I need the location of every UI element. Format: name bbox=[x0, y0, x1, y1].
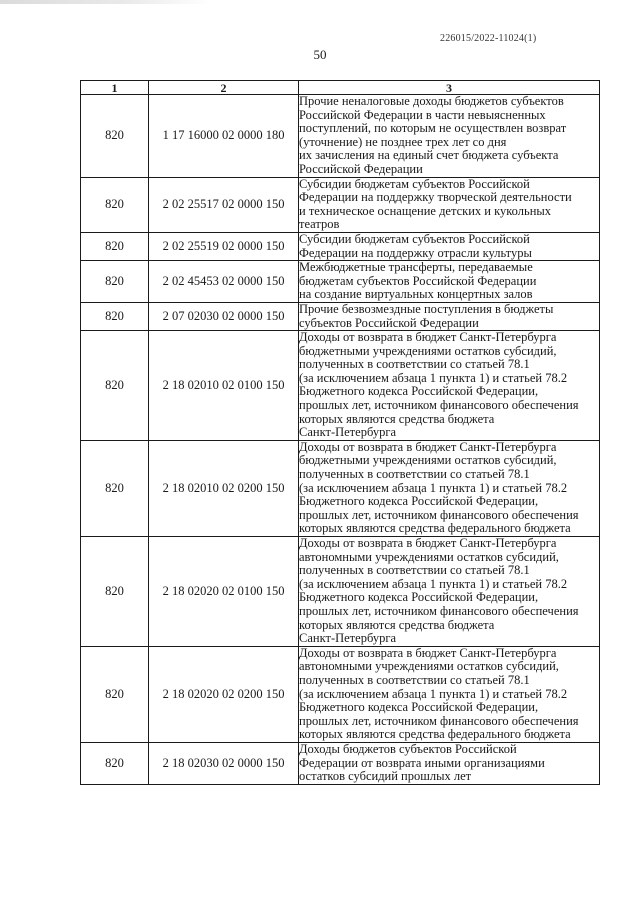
income-name-line: которых являются средства бюджета bbox=[299, 411, 495, 426]
income-name-line: Доходы от возврата в бюджет Санкт-Петербурга bbox=[299, 536, 557, 550]
admin-code-cell: 820 bbox=[81, 646, 149, 742]
budget-code-cell: 2 18 02010 02 0200 150 bbox=[149, 440, 299, 536]
budget-code-cell: 1 17 16000 02 0000 180 bbox=[149, 95, 299, 178]
page-number: 50 bbox=[313, 47, 327, 62]
admin-code-cell: 820 bbox=[81, 537, 149, 647]
income-name-line: автономными учреждениями остатков субсидий, bbox=[299, 659, 559, 674]
budget-code-cell: 2 18 02020 02 0100 150 bbox=[149, 537, 299, 647]
admin-code-cell: 820 bbox=[81, 440, 149, 536]
income-name-line: автономными учреждениями остатков субсидий, bbox=[299, 549, 559, 564]
income-name-line: Бюджетного кодекса Российской Федерации, bbox=[299, 590, 539, 605]
income-name-cell bbox=[299, 95, 600, 178]
income-name-line: Федерации на поддержку творческой деятельности bbox=[299, 190, 572, 205]
table-row bbox=[81, 95, 600, 178]
income-name-line: театров bbox=[299, 217, 340, 232]
admin-code-cell: 820 bbox=[81, 95, 149, 178]
admin-code-cell: 820 bbox=[81, 302, 149, 330]
income-name-line: бюджетными учреждениями остатков субсидий, bbox=[299, 453, 557, 468]
income-name-line: Доходы бюджетов субъектов Российской bbox=[299, 741, 517, 756]
income-name-line: (за исключением абзаца 1 пункта 1) и статьей 78.2 bbox=[299, 370, 568, 385]
admin-code-cell: 820 bbox=[81, 177, 149, 232]
income-name-line: полученных в соответствии со статьей 78.1 bbox=[299, 563, 530, 578]
income-name-line: Санкт-Петербурга bbox=[299, 631, 397, 646]
income-name-line: Бюджетного кодекса Российской Федерации, bbox=[299, 494, 539, 509]
income-name-line: (за исключением абзаца 1 пункта 1) и статьей 78.2 bbox=[299, 576, 568, 591]
income-name-line: Российской Федерации bbox=[299, 161, 423, 176]
budget-code-cell: 2 02 45453 02 0000 150 bbox=[149, 261, 299, 303]
column-header-2: 2 bbox=[149, 81, 299, 95]
income-name-cell bbox=[299, 261, 600, 303]
table-header-row bbox=[81, 81, 600, 95]
income-name-line: Прочие безвозмездные поступления в бюджеты bbox=[299, 301, 554, 316]
income-name-line: прошлых лет, источником финансового обеспечения bbox=[299, 398, 579, 413]
income-name-line: прошлых лет, источником финансового обеспечения bbox=[299, 603, 579, 618]
scan-artifact bbox=[0, 0, 210, 4]
income-name-cell bbox=[299, 232, 600, 260]
income-name-line: Федерации на поддержку отрасли культуры bbox=[299, 245, 532, 260]
income-name-line: Бюджетного кодекса Российской Федерации, bbox=[299, 384, 539, 399]
table-row bbox=[81, 261, 600, 303]
column-header-1: 1 bbox=[81, 81, 149, 95]
income-name-line: полученных в соответствии со статьей 78.1 bbox=[299, 672, 530, 687]
admin-code-cell: 820 bbox=[81, 331, 149, 441]
income-name-line: Бюджетного кодекса Российской Федерации, bbox=[299, 700, 539, 715]
budget-code-cell: 2 18 02010 02 0100 150 bbox=[149, 331, 299, 441]
income-name-line: Санкт-Петербурга bbox=[299, 425, 397, 440]
income-name-line: субъектов Российской Федерации bbox=[299, 315, 479, 330]
income-name-line: бюджетными учреждениями остатков субсидий, bbox=[299, 343, 557, 358]
income-name-line: (уточнение) не позднее трех лет со дня bbox=[299, 134, 507, 149]
income-name-line: Доходы от возврата в бюджет Санкт-Петербурга bbox=[299, 645, 557, 660]
income-name-cell bbox=[299, 440, 600, 536]
table-row bbox=[81, 742, 600, 784]
admin-code-cell: 820 bbox=[81, 742, 149, 784]
table-row bbox=[81, 440, 600, 536]
income-name-line: Субсидии бюджетам субъектов Российской bbox=[299, 176, 530, 191]
income-name-line: Федерации от возврата иными организациями bbox=[299, 755, 545, 770]
table-body bbox=[81, 95, 600, 785]
table-row bbox=[81, 302, 600, 330]
budget-code-cell: 2 02 25519 02 0000 150 bbox=[149, 232, 299, 260]
income-name-line: Прочие неналоговые доходы бюджетов субъектов bbox=[299, 94, 564, 108]
income-name-line: которых являются средства бюджета bbox=[299, 617, 495, 632]
income-name-cell bbox=[299, 742, 600, 784]
admin-code-cell: 820 bbox=[81, 261, 149, 303]
income-name-line: их зачисления на единый счет бюджета субъекта bbox=[299, 148, 559, 163]
income-name-line: поступлений, по которым не осуществлен возврат bbox=[299, 121, 567, 136]
income-name-line: которых являются средства федерального бюджета bbox=[299, 521, 571, 536]
admin-code-cell: 820 bbox=[81, 232, 149, 260]
budget-code-cell: 2 07 02030 02 0000 150 bbox=[149, 302, 299, 330]
income-name-line: прошлых лет, источником финансового обеспечения bbox=[299, 713, 579, 728]
table-row bbox=[81, 537, 600, 647]
income-name-line: и техническое оснащение детских и кукольных bbox=[299, 203, 552, 218]
budget-code-cell: 2 02 25517 02 0000 150 bbox=[149, 177, 299, 232]
income-name-line: на создание виртуальных концертных залов bbox=[299, 287, 533, 302]
table-row bbox=[81, 646, 600, 742]
table-row bbox=[81, 177, 600, 232]
income-name-cell bbox=[299, 177, 600, 232]
income-name-line: (за исключением абзаца 1 пункта 1) и статьей 78.2 bbox=[299, 480, 568, 495]
column-header-3: 3 bbox=[299, 81, 600, 95]
income-name-cell bbox=[299, 331, 600, 441]
income-name-cell bbox=[299, 302, 600, 330]
income-name-line: остатков субсидий прошлых лет bbox=[299, 769, 472, 784]
income-name-cell bbox=[299, 646, 600, 742]
income-name-line: (за исключением абзаца 1 пункта 1) и статьей 78.2 bbox=[299, 686, 568, 701]
income-name-line: бюджетам субъектов Российской Федерации bbox=[299, 273, 537, 288]
table-row bbox=[81, 232, 600, 260]
income-name-line: прошлых лет, источником финансового обеспечения bbox=[299, 507, 579, 522]
document-number: 226015/2022-11024(1) bbox=[440, 33, 537, 44]
income-name-line: Субсидии бюджетам субъектов Российской bbox=[299, 231, 530, 246]
income-name-line: которых являются средства федерального бюджета bbox=[299, 727, 571, 742]
income-name-line: полученных в соответствии со статьей 78.1 bbox=[299, 467, 530, 482]
budget-code-cell: 2 18 02020 02 0200 150 bbox=[149, 646, 299, 742]
budget-classification-table bbox=[80, 80, 600, 785]
income-name-cell bbox=[299, 537, 600, 647]
income-name-line: Доходы от возврата в бюджет Санкт-Петербурга bbox=[299, 330, 557, 345]
income-name-line: Российской Федерации в части невыясненных bbox=[299, 107, 546, 122]
income-name-line: Межбюджетные трансферты, передаваемые bbox=[299, 260, 533, 275]
table-row bbox=[81, 331, 600, 441]
income-name-line: полученных в соответствии со статьей 78.1 bbox=[299, 357, 530, 372]
income-name-line: Доходы от возврата в бюджет Санкт-Петербурга bbox=[299, 439, 557, 454]
budget-code-cell: 2 18 02030 02 0000 150 bbox=[149, 742, 299, 784]
